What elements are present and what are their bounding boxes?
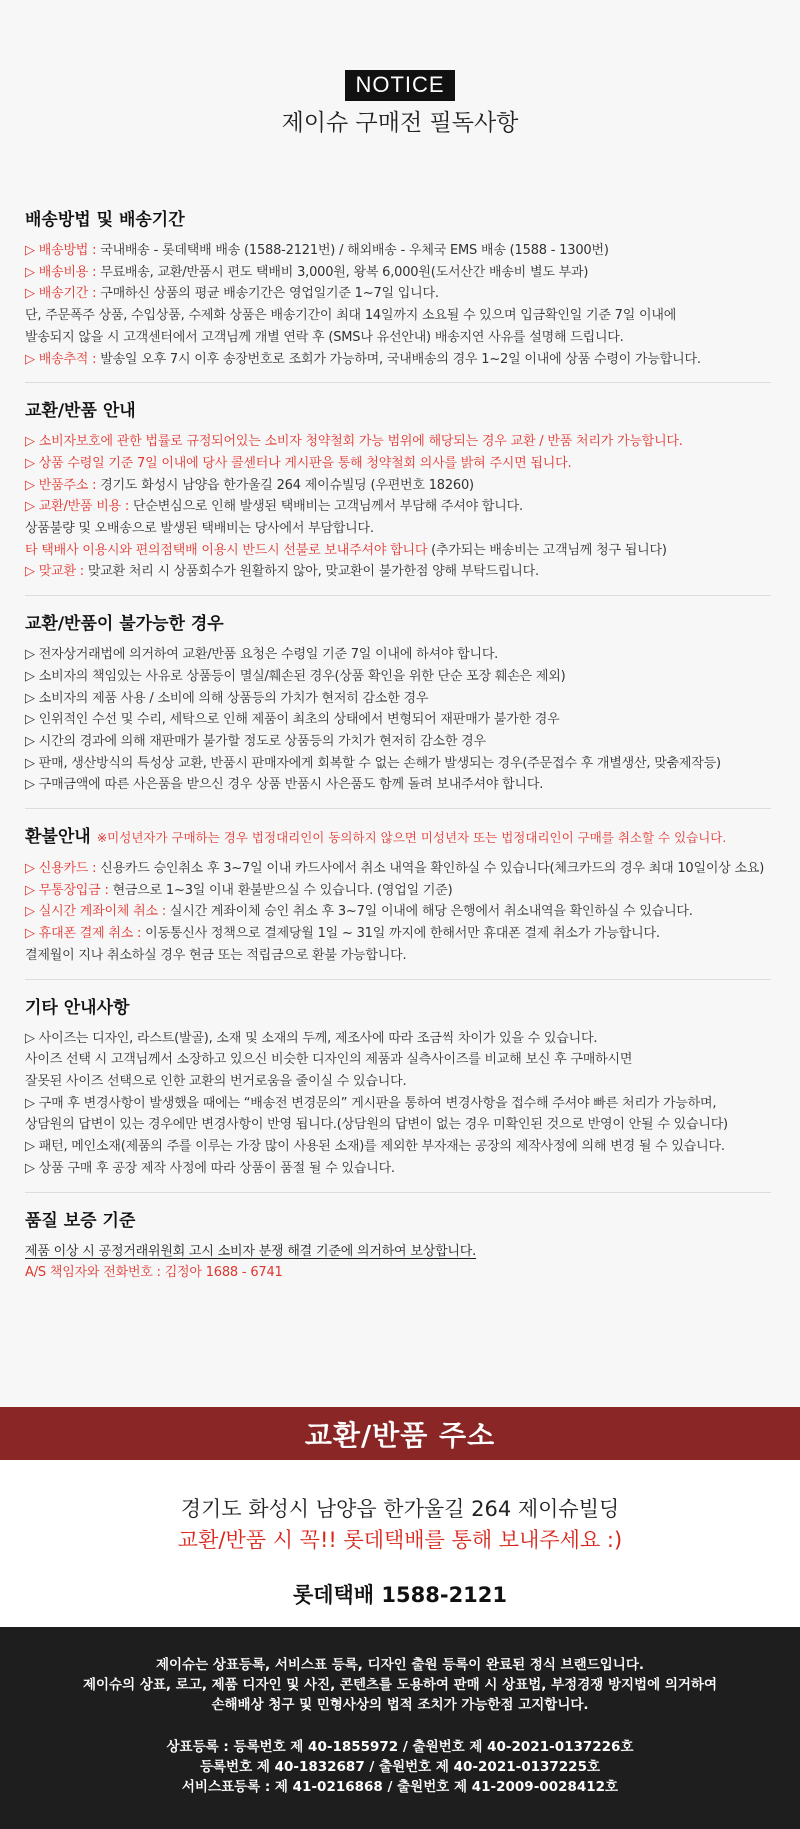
- list-item: 사이즈 선택 시 고객님께서 소장하고 있으신 비슷한 디자인의 제품과 실측사이즈를 비교해 보신 후 구매하시면: [25, 1052, 633, 1068]
- list-item: ▷ 사이즈는 디자인, 라스트(발골), 소재 및 소재의 두께, 제조사에 따라 조금씩 차이가 있을 수 있습니다.: [25, 1030, 598, 1046]
- shipping-period-text: 구매하신 상품의 평균 배송기간은 영업일기준 1~7일 입니다.: [96, 286, 439, 302]
- refund-minor-note: ※미성년자가 구매하는 경우 법정대리인이 동의하지 않으면 미성년자 또는 법정대리인이 구매를 취소할 수 있습니다.: [96, 830, 727, 846]
- return-address-body: [0, 1460, 800, 1627]
- refund-month-line: 결제월이 지나 취소하실 경우 현금 또는 적립금으로 환불 가능합니다.: [25, 947, 407, 963]
- list-item: 상담원의 답변이 있는 경우에만 변경사항이 반영 됩니다.(상담원의 답변이 없는 경우 미확인된 것으로 반영이 안될 수 있습니다): [25, 1117, 728, 1133]
- notice-header: [0, 0, 800, 152]
- etc-section: [25, 996, 771, 1193]
- registration-line: 등록번호 제 40-1832687 / 출원번호 제 40-2021-0137225호: [199, 1759, 601, 1775]
- courier-phone: 롯데택배 1588-2121: [292, 1583, 508, 1607]
- list-item: ▷ 시간의 경과에 의해 재판매가 불가할 정도로 상품등의 가치가 현저히 감소한 경우: [25, 733, 486, 749]
- return-address: 경기도 화성시 남양읍 한가울길 264 제이슈빌딩: [180, 1497, 620, 1521]
- footer-line: 손해배상 청구 및 민형사상의 법적 조치가 가능한점 고지합니다.: [211, 1697, 589, 1713]
- shipping-tracking-line: [25, 349, 771, 371]
- shipping-period-line: [25, 283, 771, 305]
- shipping-section: [25, 208, 771, 383]
- exchange-period-line: ▷ 상품 수령일 기준 7일 이내에 당사 콜센터나 게시판을 통해 청약철회 의사를 밝혀 주시면 됩니다.: [25, 455, 572, 471]
- exchange-cost-label: ▷ 교환/반품 비용 :: [25, 499, 130, 515]
- refund-deposit-text: 현금으로 1~3일 이내 환불받으실 수 있습니다. (영업일 기준): [108, 882, 453, 898]
- shipping-method-text: 국내배송 - 롯데택배 배송 (1588-2121번) / 해외배송 - 우체국 EMS 배송 (1588 - 1300번): [96, 243, 609, 258]
- shipping-tracking-text: 발송일 오후 7시 이후 송장번호로 조회가 가능하며, 국내배송의 경우 1~2일 이내에 상품 수령이 가능합니다.: [96, 351, 701, 367]
- shipping-method-line: [25, 240, 771, 262]
- shipping-method-label: ▷ 배송방법 :: [25, 243, 97, 258]
- return-address-banner: [0, 1407, 800, 1460]
- list-item: ▷ 소비자의 책임있는 사유로 상품등이 멸실/훼손된 경우(상품 확인을 위한 단순 포장 훼손은 제외): [25, 668, 566, 684]
- trademark-footer: [0, 1627, 800, 1829]
- refund-deposit-line: [25, 880, 771, 902]
- quality-section: [25, 1209, 771, 1296]
- refund-transfer-label: ▷ 실시간 계좌이체 취소 :: [25, 904, 166, 920]
- swap-exchange-label: ▷ 맞교환 :: [25, 564, 84, 580]
- footer-line: 제이슈는 상표등록, 서비스표 등록, 디자인 출원 등록이 완료된 정식 브랜드입니다.: [155, 1657, 645, 1673]
- list-item: ▷ 구매 후 변경사항이 발생했을 때에는 “배송전 변경문의” 게시판을 통하여 변경사항을 접수해 주셔야 빠른 처리가 가능하며,: [25, 1095, 717, 1111]
- exchange-section: [25, 399, 771, 596]
- other-courier-line: [25, 540, 771, 562]
- registration-line: 상표등록 : 등록번호 제 40-1855972 / 출원번호 제 40-2021-0137226호: [166, 1739, 634, 1755]
- shipping-cost-line: [25, 262, 771, 284]
- exchange-heading: 교환/반품 안내: [25, 401, 136, 422]
- etc-heading: 기타 안내사항: [25, 997, 130, 1018]
- refund-transfer-line: [25, 901, 771, 923]
- list-item: ▷ 소비자의 제품 사용 / 소비에 의해 상품등의 가치가 현저히 감소한 경우: [25, 690, 429, 706]
- refund-phone-line: [25, 923, 771, 945]
- exchange-law-line: ▷ 소비자보호에 관한 법률로 규정되어있는 소비자 청약철회 가능 범위에 해당되는 경우 교환 / 반품 처리가 가능합니다.: [25, 434, 683, 450]
- swap-exchange-text: 맞교환 처리 시 상품회수가 원활하지 않아, 맞교환이 불가한점 양해 부탁드립니다.: [83, 564, 539, 580]
- refund-heading: [25, 825, 771, 850]
- defect-cost-line: 상품불량 및 오배송으로 발생된 택배비는 당사에서 부담합니다.: [25, 521, 374, 537]
- list-item: ▷ 상품 구매 후 공장 제작 사정에 따라 상품이 품절 될 수 있습니다.: [25, 1160, 395, 1176]
- shipping-cost-text: 무료배송, 교환/반품시 편도 택배비 3,000원, 왕복 6,000원(도서산간 배송비 별도 부과): [96, 264, 589, 280]
- quality-heading: 품질 보증 기준: [25, 1210, 136, 1231]
- exchange-cost-text: 단순변심으로 인해 발생된 택배비는 고객님께서 부담해 주셔야 합니다.: [129, 499, 523, 515]
- refund-card-label: ▷ 신용카드 :: [25, 861, 97, 877]
- no-exchange-heading: 교환/반품이 불가능한 경우: [25, 614, 224, 635]
- refund-phone-text: 이동통신사 정책으로 결제당월 1일 ~ 31일 까지에 한해서만 휴대폰 결제 취소가 가능합니다.: [141, 926, 660, 942]
- swap-exchange-line: [25, 561, 771, 583]
- shipping-heading: 배송방법 및 배송기간: [25, 210, 185, 230]
- shipping-tracking-label: ▷ 배송추적 :: [25, 351, 97, 367]
- list-item: ▷ 인위적인 수선 및 수리, 세탁으로 인해 제품이 최초의 상태에서 변형되어 재판매가 불가한 경우: [25, 712, 560, 728]
- other-courier-text: (추가되는 배송비는 고객님께 청구 됩니다): [427, 542, 667, 558]
- list-item: 잘못된 사이즈 선택으로 인한 교환의 번거로움을 줄이실 수 있습니다.: [25, 1073, 407, 1089]
- refund-transfer-text: 실시간 계좌이체 승인 취소 후 3~7일 이내에 해당 은행에서 취소내역을 확인하실 수 있습니다.: [165, 904, 693, 920]
- list-item: ▷ 판매, 생산방식의 특성상 교환, 반품시 판매자에게 회복할 수 없는 손해가 발생되는 경우(주문접수 후 개별생산, 맞춤제작등): [25, 755, 721, 771]
- notice-badge: NOTICE: [345, 70, 454, 101]
- as-contact-line: A/S 책임자와 전화번호 : 김정아 1688 - 6741: [25, 1265, 283, 1281]
- other-courier-warning: 타 택배사 이용시와 편의점택배 이용시 반드시 선불로 보내주셔야 합니다: [25, 542, 428, 558]
- refund-phone-label: ▷ 휴대폰 결제 취소 :: [25, 926, 142, 942]
- refund-deposit-label: ▷ 무통장입금 :: [25, 882, 109, 898]
- list-item: ▷ 구매금액에 따른 사은품을 받으신 경우 상품 반품시 사은품도 함께 돌려 보내주셔야 합니다.: [25, 777, 544, 793]
- shipping-delay-line: 단, 주문폭주 상품, 수입상품, 수제화 상품은 배송기간이 최대 14일까지 소요될 수 있으며 입금확인일 기준 7일 이내에: [25, 308, 677, 324]
- return-address-label: ▷ 반품주소 :: [25, 477, 97, 493]
- footer-line: 제이슈의 상표, 로고, 제품 디자인 및 사진, 콘텐츠를 도용하여 판매 시 상표법, 부정경쟁 방지법에 의거하여: [82, 1677, 718, 1693]
- return-address-text: 경기도 화성시 남양읍 한가울길 264 제이슈빌딩 (우편번호 18260): [96, 477, 474, 493]
- no-exchange-section: [25, 612, 771, 809]
- return-address-line: [25, 475, 771, 497]
- list-item: ▷ 전자상거래법에 의거하여 교환/반품 요청은 수령일 기준 7일 이내에 하셔야 합니다.: [25, 647, 499, 663]
- refund-card-text: 신용카드 승인취소 후 3~7일 이내 카드사에서 취소 내역을 확인하실 수 있습니다(체크카드의 경우 최대 10일이상 소요): [96, 861, 765, 877]
- list-item: ▷ 패턴, 메인소재(제품의 주를 이루는 가장 많이 사용된 소재)를 제외한 부자재는 공장의 제작사정에 의해 변경 될 수 있습니다.: [25, 1139, 725, 1155]
- notice-content: [0, 152, 800, 1407]
- refund-heading-text: 환불안내: [25, 827, 91, 848]
- refund-section: [25, 825, 771, 980]
- footer-spacer: [0, 1715, 800, 1737]
- return-courier-notice: 교환/반품 시 꼭!! 롯데택배를 통해 보내주세요 :): [177, 1528, 623, 1552]
- exchange-cost-line: [25, 496, 771, 518]
- shipping-cost-label: ▷ 배송비용 :: [25, 264, 97, 280]
- shipping-delay-line-2: 발송되지 않을 시 고객센터에서 고객님께 개별 연락 후 (SMS나 유선안내) 배송지연 사유를 설명해 드립니다.: [25, 329, 624, 345]
- shipping-period-label: ▷ 배송기간 :: [25, 286, 97, 302]
- page-title: 제이슈 구매전 필독사항: [281, 110, 519, 136]
- registration-line: 서비스표등록 : 제 41-0216868 / 출원번호 제 41-2009-0028412호: [181, 1779, 619, 1795]
- quality-standard-line: 제품 이상 시 공정거래위원회 고시 소비자 분쟁 해결 기준에 의거하여 보상합니다.: [25, 1243, 477, 1259]
- return-address-title: 교환/반품 주소: [304, 1418, 496, 1452]
- refund-card-line: [25, 858, 771, 880]
